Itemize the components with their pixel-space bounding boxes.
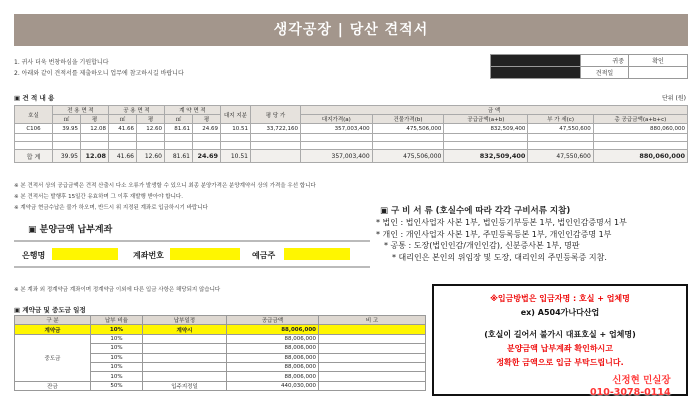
- schedule-ratio: 10%: [91, 325, 143, 334]
- details-section-title: ▣ 견 적 내 용: [14, 94, 55, 102]
- schedule-date: 계약시: [143, 325, 227, 334]
- cell-cm-m2: 41.66: [109, 124, 137, 134]
- cell-land-price: 357,003,400: [301, 124, 373, 134]
- documents-individual: * 개인 : 개인사업자 사본 1부, 주민등록등본 1부, 개인인감증명 1부: [376, 229, 612, 239]
- page-title: 생각공장 | 당산 견적서: [273, 22, 429, 38]
- schedule-amount: 88,006,000: [227, 344, 319, 353]
- schedule-kind: 계약금: [15, 325, 91, 334]
- schedule-kind-interim: 중도금: [15, 334, 91, 381]
- cell-land-share: 10.51: [221, 124, 251, 134]
- header-py: 평: [193, 115, 221, 124]
- documents-corporate: * 법인 : 법인사업자 사본 1부, 법인등기부등본 1부, 법인인감증명서 1부: [376, 218, 627, 227]
- total-ex-m2: 39.95: [53, 150, 81, 163]
- cell-building-price: 475,506,000: [372, 124, 444, 134]
- schedule-date: [143, 362, 227, 371]
- header-m2: ㎡: [109, 115, 137, 124]
- schedule-row: [15, 325, 426, 334]
- schedule-ratio: 10%: [91, 353, 143, 362]
- documents-common: * 공통 : 도장(법인인감/개인인감), 신분증사본 1부, 명판: [384, 241, 580, 250]
- payment-example: ex) A504가나다산업: [520, 308, 600, 317]
- header-vat: 부 가 세(c): [528, 115, 593, 124]
- schedule-date: [143, 353, 227, 362]
- schedule-amount: 88,006,000: [227, 325, 319, 334]
- contact-info: [590, 375, 671, 399]
- total-ct-py: 24.69: [193, 150, 221, 163]
- account-warning: ※ 본 계좌 외 정계약금 계좌이며 정계약금 이외에 다른 입금 사항은 해당되지 않습니다: [14, 287, 221, 293]
- schedule-title: ▣ 계약금 및 중도금 일정: [14, 306, 86, 314]
- account-title: ▣ 분양금액 납부계좌: [28, 225, 113, 235]
- header-land-price: 대지가격(a): [301, 115, 373, 124]
- header-py: 평: [81, 115, 109, 124]
- recipient-label: 귀중: [581, 55, 629, 67]
- documents-agent: * 대리인은 본인의 위임장 및 도장, 대리인의 주민등록증 지참.: [392, 252, 607, 262]
- schedule-note: [319, 325, 426, 334]
- title-bar: [14, 14, 688, 46]
- header-total-supply: 총 공급금액(a+b+c): [593, 115, 687, 124]
- schedule-note: [319, 353, 426, 362]
- header-py: 평: [137, 115, 165, 124]
- schedule-note: [319, 344, 426, 353]
- schedule-ratio: 10%: [91, 372, 143, 381]
- recipient-table: [490, 54, 688, 79]
- cell-total: 880,060,000: [593, 124, 687, 134]
- total-total: 880,060,000: [593, 150, 687, 163]
- total-land-share: 10.51: [221, 150, 251, 163]
- total-supply: 832,509,400: [444, 150, 528, 163]
- schedule-amount: 88,006,000: [227, 372, 319, 381]
- schedule-amount: 88,006,000: [227, 353, 319, 362]
- cell-ho: C106: [15, 124, 53, 134]
- total-row: [15, 150, 688, 163]
- total-vat: 47,550,600: [528, 150, 593, 163]
- total-cm-m2: 41.66: [109, 150, 137, 163]
- bank-label: 은행명: [22, 251, 46, 260]
- cell-vat: 47,550,600: [528, 124, 593, 134]
- holder-label: 예금주: [252, 251, 276, 260]
- schedule-header-amount: 공급금액: [227, 316, 319, 325]
- cell-ct-m2: 81.61: [165, 124, 193, 134]
- payment-check-line: 분양금액 납부계좌 확인하시고: [506, 344, 614, 353]
- note-3: ※ 계약금 현금수납은 불가 하오며, 반드시 위 지정된 계좌로 입금하시기 바랍니다: [14, 205, 208, 211]
- schedule-note: [319, 381, 426, 390]
- header-supply: 공급금액(a+b): [444, 115, 528, 124]
- intro-line-1: 1. 귀사 더욱 번창하심을 기원합니다: [14, 59, 109, 66]
- quote-date-label: 견적일: [581, 67, 629, 79]
- table-row-empty: [15, 142, 688, 150]
- contact-name: 신정현 민실장: [612, 375, 671, 386]
- schedule-row: [15, 334, 426, 343]
- holder-value: [284, 248, 350, 260]
- schedule-date: [143, 334, 227, 343]
- header-land-share: 대지 지분: [221, 106, 251, 124]
- schedule-kind: 잔금: [15, 381, 91, 390]
- total-ct-m2: 81.61: [165, 150, 193, 163]
- cell-per-pyeong: 33,722,160: [251, 124, 301, 134]
- cell-cm-py: 12.60: [137, 124, 165, 134]
- header-exclusive-area: 전 용 면 적: [53, 106, 109, 115]
- schedule-table: [14, 315, 426, 391]
- note-1: ※ 본 견적서 상의 공급금액은 견적 산출시 다소 오류가 발생할 수 있으니 최종 분양가격은 분양계약서 상의 가격을 우선 합니다: [14, 183, 316, 189]
- schedule-note: [319, 362, 426, 371]
- total-label: 합 계: [15, 150, 53, 163]
- cell-ct-py: 24.69: [193, 124, 221, 134]
- schedule-header-ratio: 납부 비율: [91, 316, 143, 325]
- unit-label: 단위 (원): [662, 95, 686, 102]
- bank-value: [52, 248, 118, 260]
- schedule-row: [15, 381, 426, 390]
- header-ho: 호실: [15, 106, 53, 124]
- cell-supply: 832,509,400: [444, 124, 528, 134]
- total-per-pyeong: [251, 150, 301, 163]
- header-building-price: 건물가격(b): [372, 115, 444, 124]
- recipient-cell: [491, 55, 581, 67]
- schedule-date: [143, 344, 227, 353]
- total-ex-py: 12.08: [81, 150, 109, 163]
- schedule-ratio: 10%: [91, 362, 143, 371]
- schedule-header-note: 비 고: [319, 316, 426, 325]
- schedule-date: [143, 372, 227, 381]
- schedule-header-date: 납부일정: [143, 316, 227, 325]
- confirm-label: 확인: [629, 55, 688, 67]
- schedule-note: [319, 334, 426, 343]
- schedule-amount: 88,006,000: [227, 334, 319, 343]
- table-row-empty: [15, 134, 688, 142]
- total-building-price: 475,506,000: [372, 150, 444, 163]
- schedule-ratio: 10%: [91, 344, 143, 353]
- account-number-value: [170, 248, 240, 260]
- header-common-area: 공 용 면 적: [109, 106, 165, 115]
- table-row: [15, 124, 688, 134]
- cell-ex-m2: 39.95: [53, 124, 81, 134]
- payment-alternative: (호실이 길어서 불가시 대표호실 + 업체명): [484, 330, 636, 339]
- schedule-ratio: 50%: [91, 381, 143, 390]
- intro-line-2: 2. 아래와 같이 견적서를 제출하오니 업무에 참고하시길 바랍니다: [14, 70, 184, 77]
- blank-cell: [491, 67, 581, 79]
- total-cm-py: 12.60: [137, 150, 165, 163]
- schedule-amount: 88,006,000: [227, 362, 319, 371]
- contact-phone: 010-3078-0114: [590, 387, 671, 398]
- cell-ex-py: 12.08: [81, 124, 109, 134]
- header-amount: 금 액: [301, 106, 688, 115]
- documents-list: [376, 217, 627, 263]
- payment-request-line: 정확한 금액으로 입금 부탁드립니다.: [496, 358, 624, 367]
- header-per-pyeong: 평 당 가: [251, 106, 301, 124]
- header-m2: ㎡: [53, 115, 81, 124]
- schedule-ratio: 10%: [91, 334, 143, 343]
- account-number-label: 계좌번호: [133, 251, 164, 260]
- schedule-note: [319, 372, 426, 381]
- schedule-header-kind: 구 분: [15, 316, 91, 325]
- schedule-amount: 440,030,000: [227, 381, 319, 390]
- quote-date-value[interactable]: [629, 67, 688, 79]
- payment-method-line: ※입금방법은 입금자명 : 호실 + 업체명: [490, 294, 630, 303]
- documents-title: ▣ 구 비 서 류 (호실수에 따라 각각 구비서류 지참): [380, 206, 571, 216]
- quote-details-table: [14, 105, 688, 163]
- schedule-date: 입주지정일: [143, 381, 227, 390]
- total-land-price: 357,003,400: [301, 150, 373, 163]
- note-2: ※ 본 견적서는 발행후 15일간 유효하며 그 이후 재발행 받아야 합니다.: [14, 194, 183, 200]
- notes: [14, 181, 316, 214]
- header-contract-area: 계 약 면 적: [165, 106, 221, 115]
- header-m2: ㎡: [165, 115, 193, 124]
